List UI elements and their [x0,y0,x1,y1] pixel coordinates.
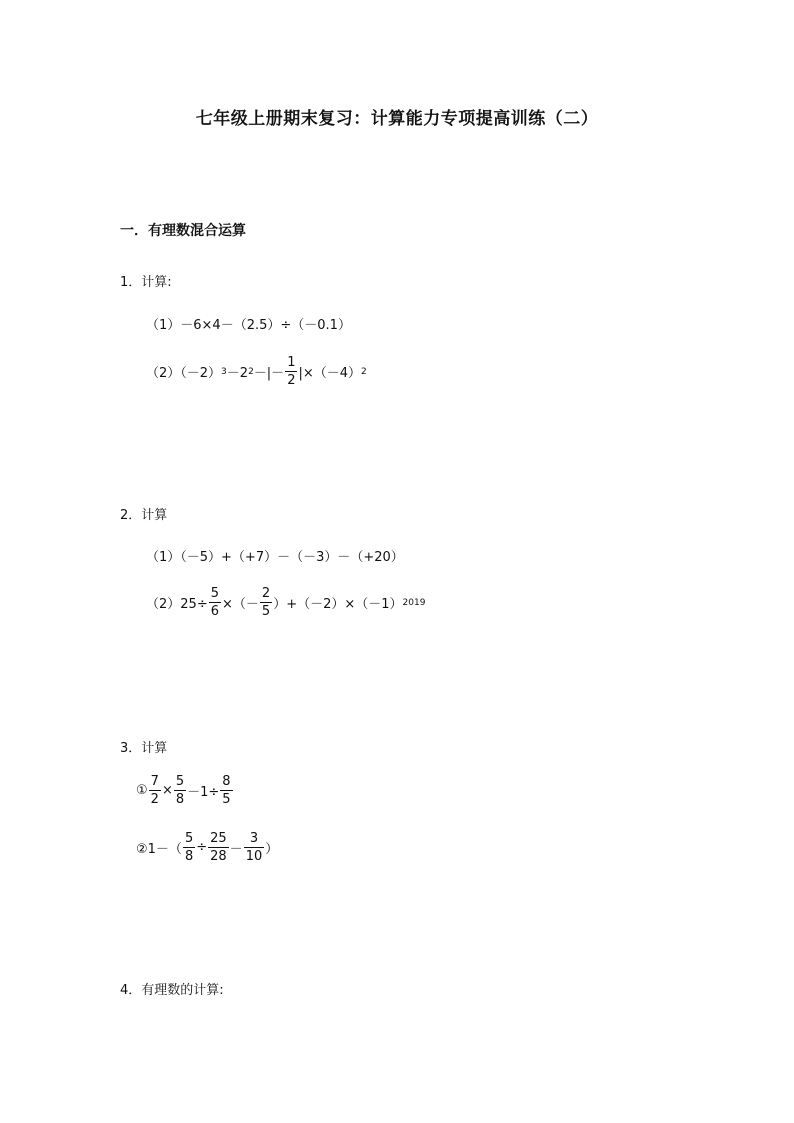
fraction [260,587,272,618]
expression-text: （1）－6×4－（2.5）÷（－0.1） [146,318,351,333]
question-2-part-2: （2）25÷ $\frac{5}{6}$ ×（－ $\frac{2}{5}$ ）+（－2）×（－1） 2019 [146,586,426,619]
denominator: 2 [287,373,296,388]
numerator: 1 [287,355,296,370]
expression-text: ②1－（ [136,842,182,857]
expression-text: （1）（－5）+（+7）－（－3）－（+20） [146,550,404,565]
question-1-heading: 1．计算: [120,275,172,290]
expression-text: （2）25÷ [146,597,208,612]
fraction [183,832,195,863]
expression-text: |×（－4） [298,366,362,381]
expression-text: －2 [226,366,249,381]
fraction [174,775,186,806]
expression-text: －|－ [253,366,285,381]
denominator: 5 [261,604,271,619]
section-heading: 一．有理数混合运算 [120,223,246,239]
numerator: 5 [210,586,219,601]
question-2-heading: 2．计算 [120,508,168,523]
question-4-heading: 4．有理数的计算: [120,983,224,998]
denominator: 8 [184,849,194,864]
denominator: 28 [210,849,227,864]
expression-text: × [161,783,173,798]
expression-text: （2）（－2） [146,366,222,381]
denominator: 8 [175,792,185,807]
numerator: 7 [150,774,159,789]
fraction [208,832,229,863]
denominator: 6 [210,604,219,619]
expression-text: ） [265,842,279,857]
numerator: 5 [175,774,185,789]
expression-text: ① [136,783,148,798]
question-1-part-2: （2）（－2） 3 －2 2 －|－ $\frac{1}{2}$ |×（－4） 2 [146,355,367,388]
numerator: 3 [249,831,259,846]
fraction [209,587,221,618]
question-3-part-1 [136,775,234,806]
numerator: 2 [261,586,271,601]
numerator: 25 [210,831,227,846]
question-1-part-1 [146,314,351,333]
denominator: 2 [150,792,159,807]
numerator: 5 [184,831,194,846]
expression-text: ÷ [196,840,208,855]
question-3-heading: 3．计算 [120,741,168,756]
expression-text: ）+（－2）×（－1） [273,597,403,612]
denominator: 10 [245,849,263,864]
page-title: 七年级上册期末复习：计算能力专项提高训练（二） [195,109,599,129]
expression-text: ×（－ [222,597,259,612]
fraction [220,775,232,806]
expression-text: － [229,842,243,857]
question-2-part-1 [146,546,404,565]
question-3-part-2 [136,832,278,863]
fraction [285,356,297,387]
denominator: 5 [222,792,231,807]
numerator: 8 [222,774,231,789]
fraction [244,832,265,863]
expression-text: －1÷ [187,785,220,800]
fraction [149,775,161,806]
